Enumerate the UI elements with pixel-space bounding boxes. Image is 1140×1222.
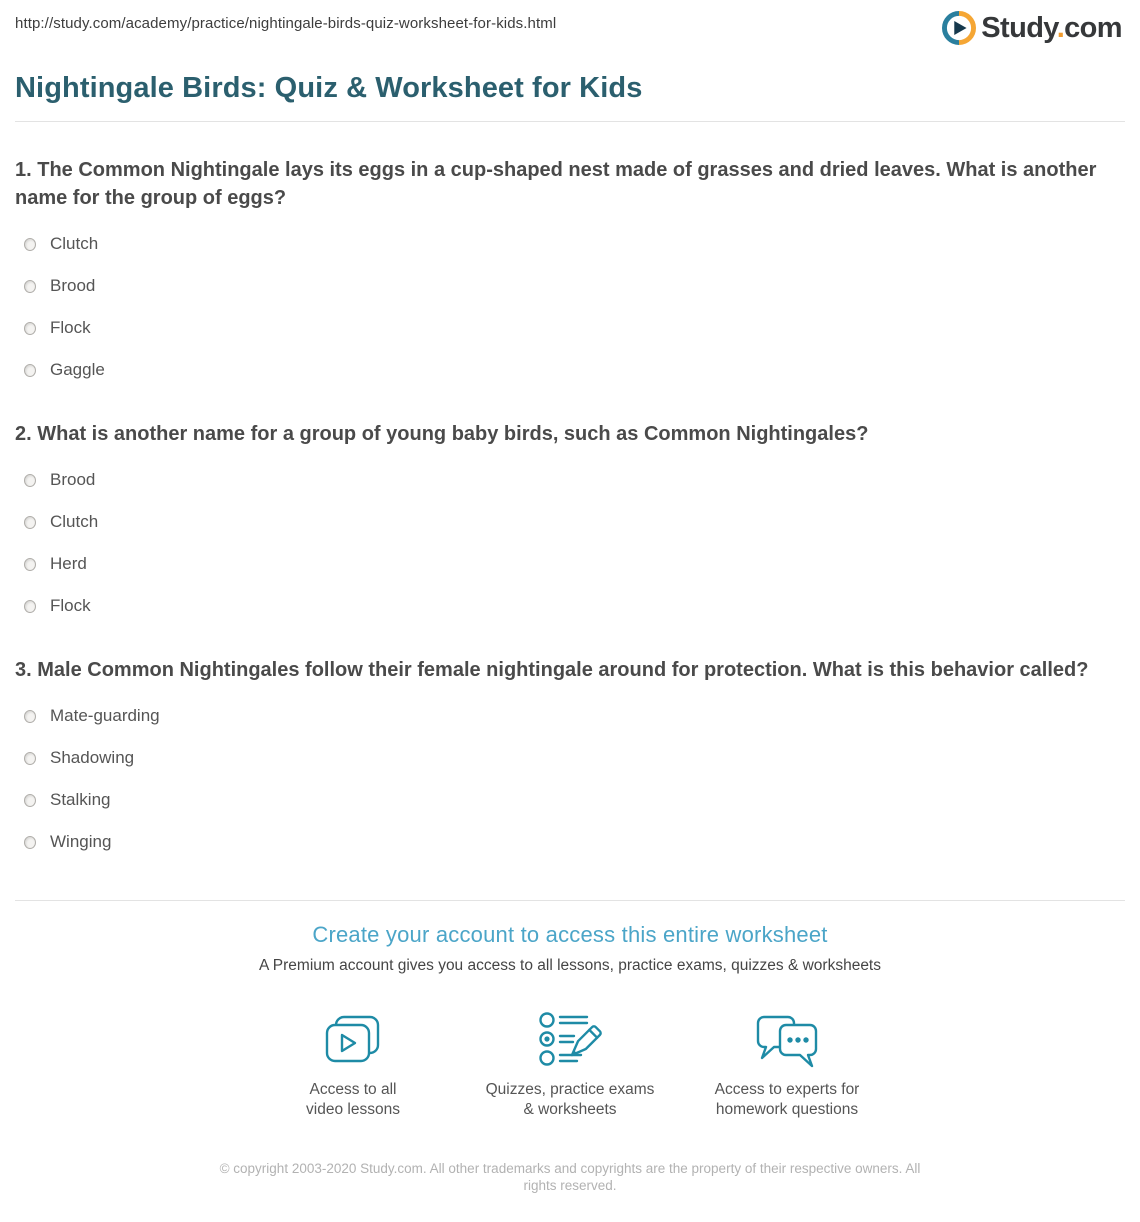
question-1 — [15, 156, 1125, 380]
cta-subheading: A Premium account gives you access to all lessons, practice exams, quizzes & worksheets — [259, 957, 881, 974]
feature-label — [462, 1080, 679, 1120]
feature-label-line1: Quizzes, practice exams — [485, 1081, 655, 1098]
play-circle-icon — [942, 11, 976, 45]
feature-label — [245, 1080, 462, 1120]
radio-button[interactable] — [24, 364, 36, 377]
feature-quizzes-worksheets — [462, 1009, 679, 1120]
option-row[interactable] — [15, 512, 1125, 532]
radio-button[interactable] — [24, 600, 36, 613]
option-label: Herd — [50, 554, 87, 573]
option-row[interactable] — [15, 360, 1125, 380]
page-title: Nightingale Birds: Quiz & Worksheet for Kids — [15, 72, 643, 104]
option-label: Winging — [50, 832, 112, 851]
radio-button[interactable] — [24, 794, 36, 807]
option-label: Flock — [50, 596, 91, 615]
feature-label — [679, 1080, 896, 1120]
option-label: Mate-guarding — [50, 706, 160, 725]
option-row[interactable] — [15, 554, 1125, 574]
question-text: 2. What is another name for a group of young baby birds, such as Common Nightingales? — [15, 423, 869, 445]
radio-button[interactable] — [24, 322, 36, 335]
logo-wordmark — [981, 11, 1122, 45]
question-2 — [15, 420, 1125, 616]
option-label: Shadowing — [50, 748, 135, 767]
option-row[interactable] — [15, 748, 1125, 768]
feature-list — [0, 1009, 1140, 1120]
title-divider — [15, 121, 1125, 122]
radio-button[interactable] — [24, 710, 36, 723]
radio-button[interactable] — [24, 836, 36, 849]
option-label: Flock — [50, 318, 91, 337]
logo-com: com — [1064, 12, 1122, 44]
question-3-options — [15, 706, 1125, 852]
option-row[interactable] — [15, 470, 1125, 490]
feature-label-line2: & worksheets — [523, 1101, 617, 1118]
video-lessons-icon — [245, 1009, 462, 1069]
logo-study: Study — [981, 12, 1057, 44]
radio-button[interactable] — [24, 752, 36, 765]
question-1-options — [15, 234, 1125, 380]
option-row[interactable] — [15, 234, 1125, 254]
studycom-logo[interactable] — [942, 11, 1122, 45]
question-text: 3. Male Common Nightingales follow their female nightingale around for protection. What is this behavior called? — [15, 659, 1089, 681]
feature-label-line2: video lessons — [306, 1101, 400, 1118]
copyright-notice: © copyright 2003-2020 Study.com. All other trademarks and copyrights are the property of their respective owners. All rights reserved. — [219, 1161, 921, 1193]
radio-button[interactable] — [24, 558, 36, 571]
feature-label-line1: Access to experts for — [714, 1081, 860, 1098]
option-label: Brood — [50, 276, 96, 295]
option-label: Gaggle — [50, 360, 105, 379]
option-row[interactable] — [15, 318, 1125, 338]
option-label: Stalking — [50, 790, 111, 809]
chat-experts-icon — [679, 1009, 896, 1069]
option-label: Clutch — [50, 234, 99, 253]
option-row[interactable] — [15, 832, 1125, 852]
option-row[interactable] — [15, 790, 1125, 810]
feature-label-line1: Access to all — [309, 1081, 397, 1098]
question-2-options — [15, 470, 1125, 616]
feature-label-line2: homework questions — [715, 1101, 859, 1118]
option-row[interactable] — [15, 706, 1125, 726]
feature-video-lessons — [245, 1009, 462, 1120]
radio-button[interactable] — [24, 516, 36, 529]
radio-button[interactable] — [24, 474, 36, 487]
cta-divider — [15, 900, 1125, 901]
feature-expert-help — [679, 1009, 896, 1120]
question-3 — [15, 656, 1125, 852]
radio-button[interactable] — [24, 238, 36, 251]
option-row[interactable] — [15, 596, 1125, 616]
logo-dot: . — [1056, 12, 1065, 44]
cta-section — [0, 922, 1140, 1120]
page-url: http://study.com/academy/practice/nightingale-birds-quiz-worksheet-for-kids.html — [15, 15, 557, 32]
option-row[interactable] — [15, 276, 1125, 296]
quiz-worksheet-icon — [462, 1009, 679, 1069]
option-label: Brood — [50, 470, 96, 489]
page-header — [0, 0, 1140, 45]
cta-heading: Create your account to access this entire worksheet — [312, 922, 828, 947]
question-text: 1. The Common Nightingale lays its eggs in a cup-shaped nest made of grasses and dried leaves. What is another name for the group of eggs? — [15, 159, 1097, 209]
option-label: Clutch — [50, 512, 99, 531]
radio-button[interactable] — [24, 280, 36, 293]
